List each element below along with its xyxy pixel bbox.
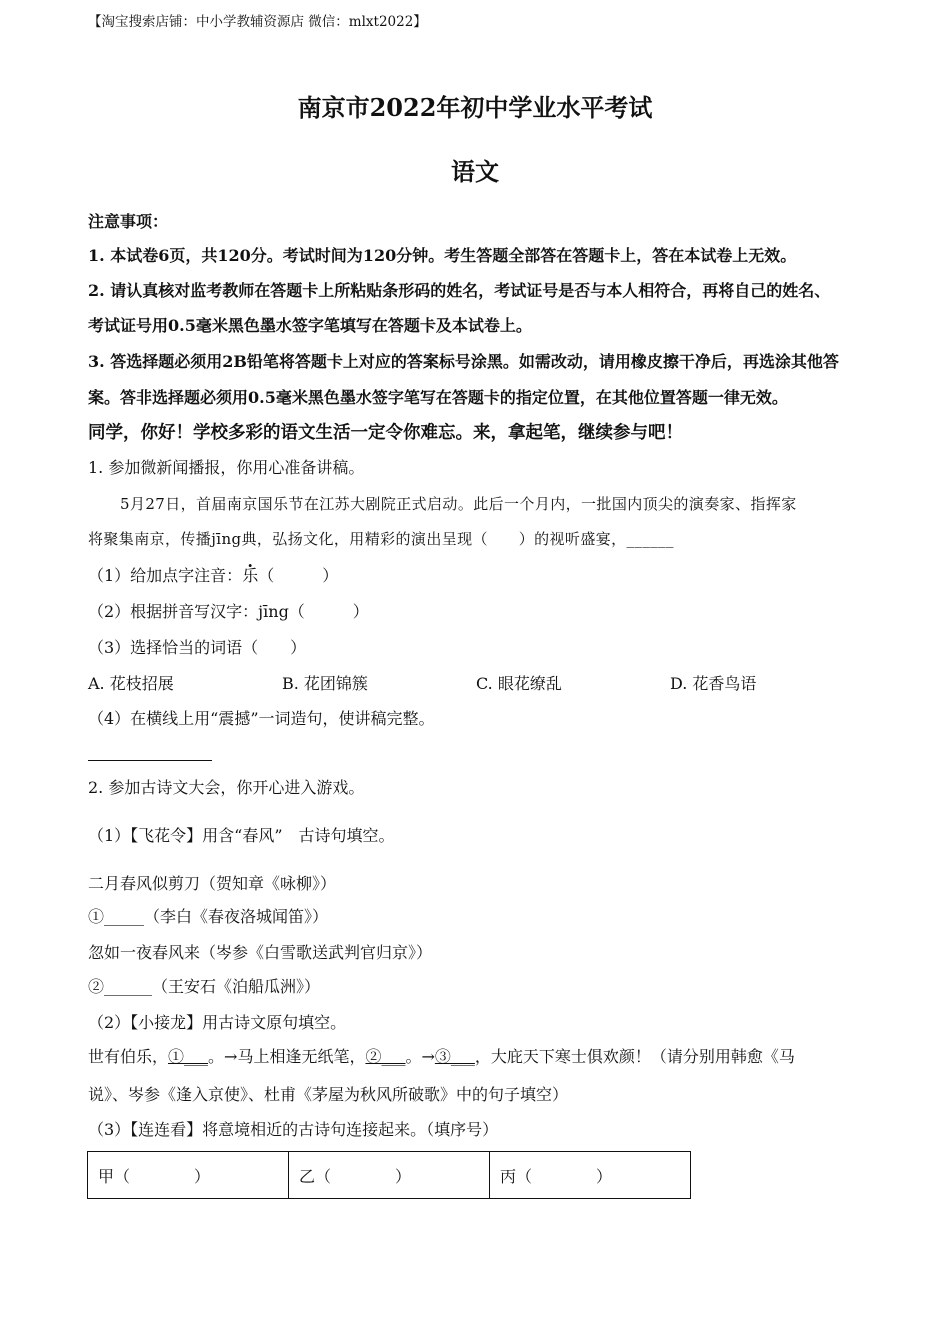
q1-sub4: （4）在横线上用“震撼”一词造句，使讲稿完整。	[88, 709, 435, 728]
table-cell-yi: 乙（ ）	[289, 1152, 490, 1199]
table-cell-jia: 甲（ ）	[88, 1152, 289, 1199]
notice-item-3a: 3. 答选择题必须用2B铅笔将答题卡上对应的答案标号涂黑。如需改动，请用橡皮擦干净后，再选涂其他答	[88, 352, 839, 371]
q1-sub1-prefix: （1）给加点字注音：	[88, 566, 243, 585]
notice-item-1: 1. 本试卷6页，共120分。考试时间为120分钟。考生答题全部答在答题卡上，答在本试卷上无效。	[88, 246, 797, 265]
table-cell-bing: 丙（ ）	[490, 1152, 691, 1199]
poem-line-2: ①_____（李白《春夜洛城闻笛》）	[88, 907, 329, 926]
q1-passage-line-2: 将聚集南京，传播jīng典，弘扬文化，用精彩的演出呈现（ ）的视听盛宴，______	[88, 530, 674, 548]
chain-mid-1: 。→马上相逢无纸笔，	[208, 1047, 366, 1066]
q2-sub2: （2）【小接龙】用古诗文原句填空。	[88, 1013, 347, 1032]
q2-stem: 2. 参加古诗文大会，你开心进入游戏。	[88, 778, 365, 797]
q2-sub1: （1）【飞花令】用含“春风” 古诗句填空。	[88, 826, 395, 845]
notice-item-2b: 考试证号用0.5毫米黑色墨水签字笔填写在答题卡及本试卷上。	[88, 316, 532, 335]
poem-line-4: ②______（王安石《泊船瓜洲》）	[88, 977, 321, 996]
q1-sub1-paren: （ ）	[258, 566, 339, 585]
chain-end: ，大庇天下寒士俱欢颜！（请分别用韩愈《马	[474, 1047, 795, 1066]
q1-sub2: （2）根据拼音写汉字：jīng（ ）	[88, 602, 369, 621]
chain-mid-2: 。→	[405, 1047, 435, 1066]
subject-title: 语文	[451, 157, 499, 186]
q1-stem: 1. 参加微新闻播报，你用心准备讲稿。	[88, 458, 365, 477]
option-d: D. 花香鸟语	[670, 674, 757, 693]
poem-line-3: 忽如一夜春风来（岑参《白雪歌送武判官归京》）	[88, 943, 433, 962]
notice-item-3b: 案。答非选择题必须用0.5毫米黑色墨水签字笔写在答题卡的指定位置，在其他位置答题一律无效。	[88, 388, 788, 407]
matching-table	[87, 1151, 691, 1199]
q1-passage-line-1: 5月27日，首届南京国乐节在江苏大剧院正式启动。此后一个月内，一批国内顶尖的演奏家、指挥家	[120, 495, 797, 513]
q1-sub1	[88, 568, 338, 584]
chain-line-2: 说》、岑参《逢入京使》、杜甫《茅屋为秋风所破歌》中的句子填空）	[88, 1085, 569, 1104]
dotted-char: 乐	[242, 566, 259, 585]
chain-blank-1: ①___	[168, 1047, 209, 1066]
notice-heading: 注意事项：	[88, 212, 169, 231]
table-row	[88, 1152, 691, 1199]
chain-line-1	[88, 1049, 795, 1065]
greeting: 同学，你好！学校多彩的语文生活一定令你难忘。来，拿起笔，继续参与吧！	[88, 423, 683, 443]
q1-sub3: （3）选择恰当的词语（ ）	[88, 638, 307, 657]
q2-sub3: （3）【连连看】将意境相近的古诗句连接起来。（填序号）	[88, 1120, 499, 1139]
poem-line-1: 二月春风似剪刀（贺知章《咏柳》）	[88, 874, 337, 893]
option-c: C. 眼花缭乱	[476, 674, 562, 693]
option-a: A. 花枝招展	[88, 674, 174, 693]
header-note: 【淘宝搜索店铺：中小学教辅资源店 微信：mlxt2022】	[88, 14, 427, 30]
chain-blank-3: ③___	[434, 1047, 475, 1066]
answer-line	[88, 760, 212, 761]
chain-blank-2: ②___	[365, 1047, 406, 1066]
exam-title: 南京市2022年初中学业水平考试	[297, 93, 653, 122]
notice-item-2a: 2. 请认真核对监考教师在答题卡上所粘贴条形码的姓名，考试证号是否与本人相符合，再将自己的姓名、	[88, 281, 831, 300]
option-b: B. 花团锦簇	[282, 674, 368, 693]
chain-start: 世有伯乐，	[88, 1047, 169, 1066]
